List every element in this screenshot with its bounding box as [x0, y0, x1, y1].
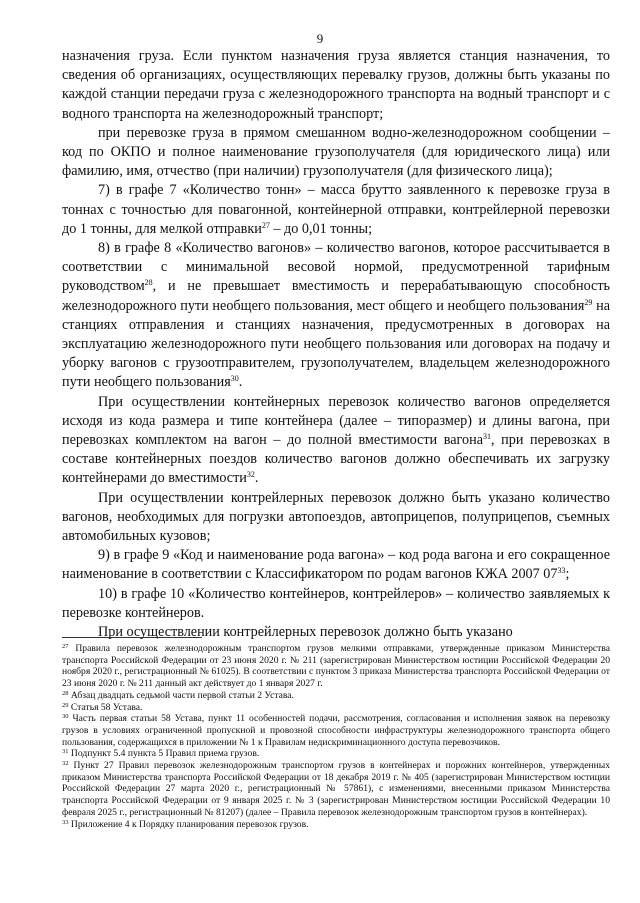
- paragraph: При осуществлении контрейлерных перевозок должно быть указано: [98, 624, 513, 641]
- footnote-ref[interactable]: 27: [261, 220, 270, 230]
- page-number: 9: [316, 31, 324, 46]
- footnote-ref[interactable]: 33: [557, 566, 566, 576]
- footnote-ref[interactable]: 31: [483, 432, 491, 442]
- paragraph: 9) в графе 9 «Код и наименование рода вагона» – код рода вагона и его сокращенное наименование в соответствии с Классификатором по родам вагонов КЖА 2007 $07^{33}$;: [62, 547, 610, 583]
- paragraph: При осуществлении контрейлерных перевозок должно быть указано количество вагонов, необходимых для погрузки автопоездов, автоприцепов, полуприцепов, съемных автомобильных кузовов;: [62, 489, 610, 545]
- footnote: $^{32}$ Пункт 27 Правил перевозок железнодорожным транспортом грузов в контейнерах и порожних контейнеров, утвержденных приказом Министерства транспорта Российской Федерации от 18 декабря 2019 г. № 405 (зарегистрирован Министерством юстиции Российской Федерации 27 марта 2020 г., регистрационный № 57861), с изменениями, внесенными приказом Министерства транспорта Российской Федерации от 9 января 2025 г. № 3 (зарегистрирован Министерством юстиции Российской Федерации 10 февраля 2025 г., регистрационный № 81207) (далее – Правила перевозок железнодорожным транспортом грузов в контейнерах).: [62, 760, 610, 818]
- paragraph: 8) в графе 8 «Количество вагонов» – количество вагонов, которое рассчитывается в соответствии с минимальной весовой нормой, предусмотренной тарифным руководством$^{28}$, и не превышает вместимость и перерабатывающую способность железнодорожного пути необщего пользования, мест общего и необщего пользования$^{29}$ на станциях отправления и станциях назначения, предусмотренных в договорах на эксплуатацию железнодорожного пути необщего пользования или договорах на подачу и уборку вагонов с грузоотправителем, грузополучателем, владельцем железнодорожного пути необщего пользования$^{30}$.: [62, 240, 610, 391]
- footnote: $^{28}$ Абзац двадцать седьмой части первой статьи 2 Устава.: [62, 689, 294, 701]
- footnote: $^{27}$ Правила перевозок железнодорожным транспортом грузов мелкими отправками, утвержденные приказом Министерства транспорта Российской Федерации от 23 июня 2020 г. № 211 (зарегистрирован Министерством юстиции Российской Федерации 20 ноября 2020 г., регистрационный № 61025). В соответствии с пунктом 3 приказа Министерства транспорта Российской Федерации от 23 июня 2020 г. № 211 данный акт действует до 1 января 2027 г.: [62, 643, 610, 690]
- paragraph: При осуществлении контейнерных перевозок количество вагонов определяется исходя из кода размера и типе контейнера (далее – типоразмер) и длины вагона, при перевозках комплектом на вагон – до полной вместимости вагона$^{31}$, при перевозках в составе контейнерных поездов количество вагонов должно обеспечивать их загрузку контейнерами до вместимости$^{32}$.: [62, 393, 610, 487]
- paragraph: при перевозке груза в прямом смешанном водно-железнодорожном сообщении – код по ОКПО и полное наименование грузополучателя (для юридического лица) или фамилию, имя, отчество (при наличии) грузополучателя (для физического лица);: [62, 124, 610, 180]
- footnote-ref[interactable]: 28: [144, 278, 153, 288]
- footnote-ref[interactable]: 32: [246, 470, 255, 480]
- footnote-ref[interactable]: 30: [230, 374, 239, 384]
- document-body: [62, 47, 610, 642]
- footnote: $^{30}$ Часть первая статьи 58 Устава, пункт 11 особенностей подачи, рассмотрения, согласования и исполнения заявок на перевозку грузов в условиях ограниченной пропускной и провозной способности инфраструктуры железнодорожного транспорта общего пользования, содержащихся в приложении № 1 к Правилам недискриминационного доступа перевозчиков.: [62, 713, 610, 748]
- footnote: $^{29}$ Статья 58 Устава.: [62, 701, 143, 713]
- footnotes: [62, 643, 610, 830]
- paragraph: назначения груза. Если пунктом назначения груза является станция назначения, то сведения об организациях, осуществляющих перевалку грузов, должны быть указаны по каждой станции передачи груза с железнодорожного транспорта на водный транспорт и с водного транспорта на железнодорожный транспорт;: [62, 48, 610, 122]
- footnote-ref[interactable]: 29: [584, 297, 593, 307]
- paragraph: 7) в графе 7 «Количество тонн» – масса брутто заявленного к перевозке груза в тоннах с точностью для повагонной, контейнерной отправки, контрейлерной перевозки до 1 тонны, для мелкой отправки$^{27}$ – до 0,01 тонны;: [62, 182, 610, 237]
- paragraph: 10) в графе 10 «Количество контейнеров, контрейлеров» – количество заявляемых к перевозке контейнеров.: [62, 585, 610, 621]
- footnote: $^{31}$ Подпункт 5.4 пункта 5 Правил приема грузов.: [62, 748, 260, 760]
- footnote-divider: [62, 637, 202, 638]
- footnote: $^{33}$ Приложение 4 к Порядку планирования перевозок грузов.: [62, 818, 309, 830]
